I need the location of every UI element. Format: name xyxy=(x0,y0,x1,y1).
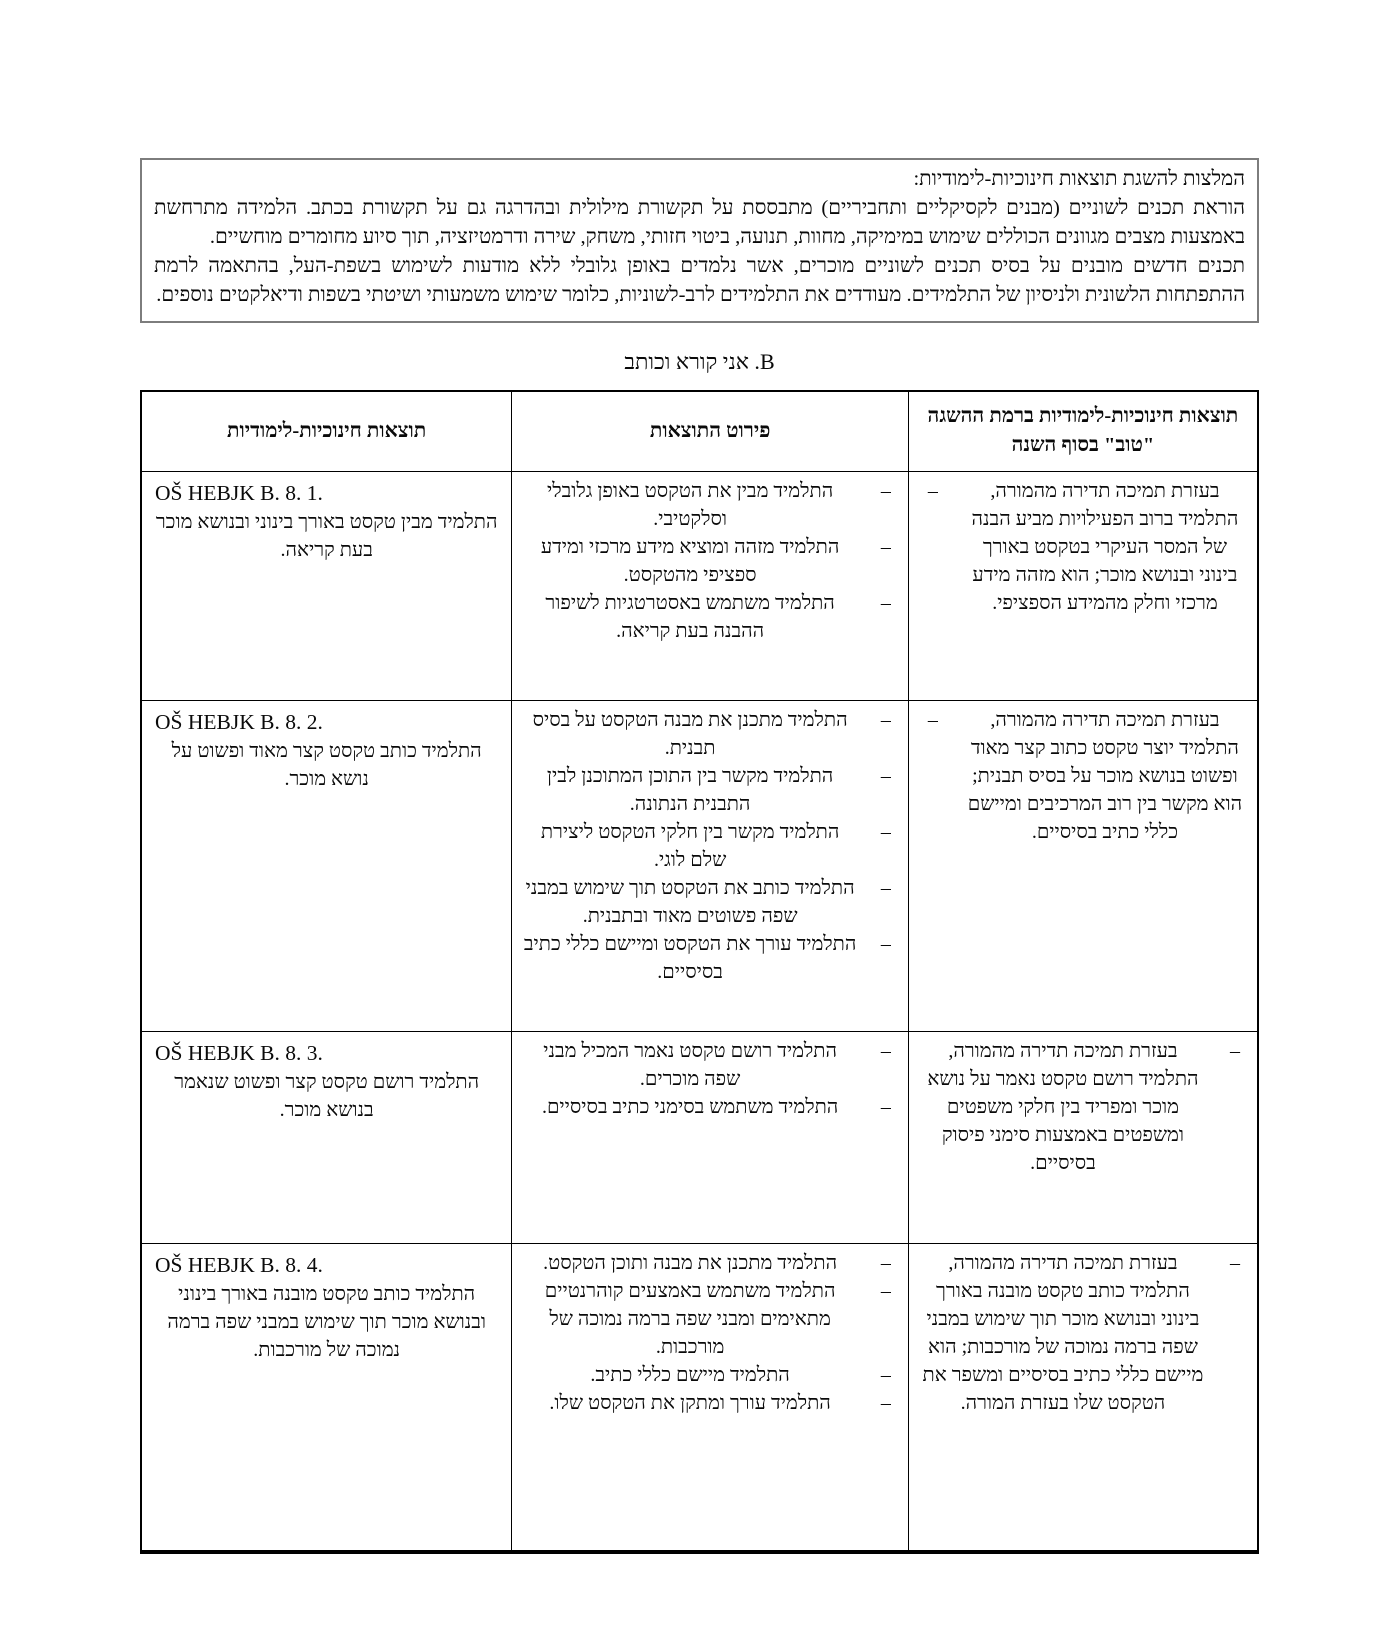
dash-bullet: – xyxy=(880,1095,891,1118)
outcome-cell xyxy=(141,1031,512,1243)
list-item xyxy=(517,477,903,533)
outcome-code: OŠ HEBJK B. 8. 2. xyxy=(155,709,323,734)
dash-bullet: – xyxy=(880,932,891,955)
list-item xyxy=(517,706,903,762)
good-level-cell xyxy=(908,1243,1258,1552)
dash-bullet: – xyxy=(880,820,891,843)
list-item-text: התלמיד רושם טקסט נאמר המכיל מבני שפה מוכרים. xyxy=(543,1039,837,1090)
list-item-text: בעזרת תמיכה תדירה מהמורה, התלמיד יוצר טקסט כתוב קצר מאוד ופשוט בנושא מוכר על בסיס תבנית; הוא מקשר בין רוב המרכיבים ומיישם כללי כתיב בסיסיים. xyxy=(967,708,1243,843)
list-item-text: בעזרת תמיכה תדירה מהמורה, התלמיד כותב טקסט מובנה באורך בינוני ובנושא מוכר תוך שימוש במבני שפה ברמה נמוכה של מורכבות; הוא מיישם כללי כתיב בסיסיים ומשפר את הטקסט שלו בעזרת המורה. xyxy=(922,1251,1204,1414)
table-body xyxy=(141,471,1258,1552)
list-item xyxy=(914,1037,1252,1177)
dash-bullet: – xyxy=(880,1391,891,1414)
details-cell xyxy=(512,1243,909,1552)
list-item xyxy=(914,1249,1252,1417)
dash-bullet: – xyxy=(927,708,938,731)
dash-bullet: – xyxy=(927,479,938,502)
outcome-code: OŠ HEBJK B. 8. 3. xyxy=(155,1040,323,1065)
list-item xyxy=(517,1093,903,1121)
dash-bullet: – xyxy=(880,708,891,731)
list-item-text: התלמיד כותב את הטקסט תוך שימוש במבני שפה פשוטים מאוד ובתבנית. xyxy=(525,876,855,927)
list-item-text: התלמיד משתמש באסטרטגיות לשיפור ההבנה בעת קריאה. xyxy=(545,591,835,642)
intro-paragraph-3: תכנים חדשים מובנים על בסיס תכנים לשוניים מוכרים, אשר נלמדים באופן גלובלי ללא מודעות לשימוש בשפת-העל, בהתאמה לרמת ההתפתחות הלשונית ולניסיון של התלמידים. מעודדים את התלמידים לרב-לשוניות, כלומר שימוש משמעותי ושיטתי בשפות ודיאלקטים נוספים. xyxy=(154,255,1245,306)
outcome-text: התלמיד כותב טקסט מובנה באורך בינוני ובנושא מוכר תוך שימוש במבני שפה ברמה נמוכה של מורכבות. xyxy=(167,1282,486,1361)
intro-paragraph-2: הוראת תכנים לשוניים (מבנים לקסיקליים ותחביריים) מתבססת על תקשורת מילולית ובהדרגה גם על תקשורת בכתב. הלמידה מתרחשת באמצעות מצבים מגוונים הכוללים שימוש במימיקה, מחוות, תנועה, ביטוי חזותי, משחק, שירה ודרמטיזציה, תוך סיוע מחומרים מוחשיים. xyxy=(154,197,1245,248)
dash-bullet: – xyxy=(880,1279,891,1302)
section-title: B. אני קורא וכותב xyxy=(624,349,775,374)
table-row xyxy=(141,1243,1258,1552)
header-details: פירוט התוצאות xyxy=(512,391,909,471)
header-outcomes: תוצאות חינוכיות-לימודיות xyxy=(141,391,512,471)
list-item xyxy=(517,1249,903,1277)
details-cell xyxy=(512,471,909,700)
table-row xyxy=(141,471,1258,700)
dash-bullet: – xyxy=(880,1039,891,1062)
list-item-text: התלמיד מקשר בין חלקי הטקסט ליצירת שלם לוגי. xyxy=(540,820,840,871)
list-item xyxy=(517,818,903,874)
list-item-text: בעזרת תמיכה תדירה מהמורה, התלמיד ברוב הפעילויות מביע הבנה של המסר העיקרי בטקסט באורך בינוני ובנושא מוכר; הוא מזהה מידע מרכזי וחלק מהמידע הספציפי. xyxy=(971,479,1239,614)
list-item-text: התלמיד מזהה ומוציא מידע מרכזי ומידע ספציפי מהטקסט. xyxy=(540,535,840,586)
list-item xyxy=(517,589,903,645)
list-item-text: התלמיד מקשר בין התוכן המתוכנן לבין התבנית הנתונה. xyxy=(546,764,834,815)
good-level-cell xyxy=(908,700,1258,1031)
list-item xyxy=(517,1277,903,1361)
intro-paragraph-1: המלצות להשגת תוצאות חינוכיות-לימודיות: xyxy=(913,168,1245,190)
dash-bullet: – xyxy=(880,1363,891,1386)
outcome-cell xyxy=(141,471,512,700)
list-item-text: התלמיד משתמש בסימני כתיב בסיסיים. xyxy=(541,1095,839,1118)
outcomes-table xyxy=(140,390,1259,1554)
list-item xyxy=(517,1037,903,1093)
list-item xyxy=(517,930,903,986)
outcome-code: OŠ HEBJK B. 8. 4. xyxy=(155,1252,323,1277)
outcome-text: התלמיד כותב טקסט קצר מאוד ופשוט על נושא מוכר. xyxy=(171,739,482,790)
dash-bullet: – xyxy=(880,479,891,502)
list-item-text: התלמיד עורך ומתקן את הטקסט שלו. xyxy=(549,1391,831,1414)
list-item-text: התלמיד עורך את הטקסט ומיישם כללי כתיב בסיסיים. xyxy=(523,932,857,983)
list-item-text: בעזרת תמיכה תדירה מהמורה, התלמיד רושם טקסט נאמר על נושא מוכר ומפריד בין חלקי משפטים ומשפטים באמצעות סימני פיסוק בסיסיים. xyxy=(927,1039,1199,1174)
outcome-cell xyxy=(141,700,512,1031)
list-item-text: התלמיד משתמש באמצעים קוהרנטיים מתאימים ומבני שפה ברמה נמוכה של מורכבות. xyxy=(544,1279,836,1358)
good-level-cell xyxy=(908,1031,1258,1243)
list-item xyxy=(517,1389,903,1417)
dash-bullet: – xyxy=(880,535,891,558)
list-item xyxy=(914,706,1252,846)
list-item-text: התלמיד מתכנן את מבנה הטקסט על בסיס תבנית. xyxy=(532,708,848,759)
outcome-cell xyxy=(141,1243,512,1552)
details-cell xyxy=(512,1031,909,1243)
dash-bullet: – xyxy=(880,1251,891,1274)
outcome-text: התלמיד מבין טקסט באורך בינוני ובנושא מוכר בעת קריאה. xyxy=(155,510,498,561)
recommendations-box xyxy=(140,158,1259,323)
list-item xyxy=(517,533,903,589)
list-item xyxy=(517,762,903,818)
outcome-text: התלמיד רושם טקסט קצר ופשוט שנאמר בנושא מוכר. xyxy=(174,1070,480,1121)
outcome-code: OŠ HEBJK B. 8. 1. xyxy=(155,480,323,505)
header-good-level: תוצאות חינוכיות-לימודיות ברמת ההשגה "טוב" בסוף השנה xyxy=(908,391,1258,471)
table-header-row xyxy=(141,391,1258,471)
dash-bullet: – xyxy=(880,876,891,899)
table-row xyxy=(141,700,1258,1031)
list-item-text: התלמיד מתכנן את מבנה ותוכן הטקסט. xyxy=(543,1251,838,1274)
dash-bullet: – xyxy=(1230,1039,1240,1062)
good-level-cell xyxy=(908,471,1258,700)
list-item xyxy=(517,1361,903,1389)
details-cell xyxy=(512,700,909,1031)
list-item-text: התלמיד מבין את הטקסט באופן גלובלי וסלקטיבי. xyxy=(547,479,834,530)
table-row xyxy=(141,1031,1258,1243)
list-item-text: התלמיד מיישם כללי כתיב. xyxy=(590,1363,790,1386)
dash-bullet: – xyxy=(1230,1251,1240,1274)
dash-bullet: – xyxy=(880,591,891,614)
document-page xyxy=(140,158,1259,1554)
dash-bullet: – xyxy=(880,764,891,787)
list-item xyxy=(517,874,903,930)
list-item xyxy=(914,477,1252,617)
